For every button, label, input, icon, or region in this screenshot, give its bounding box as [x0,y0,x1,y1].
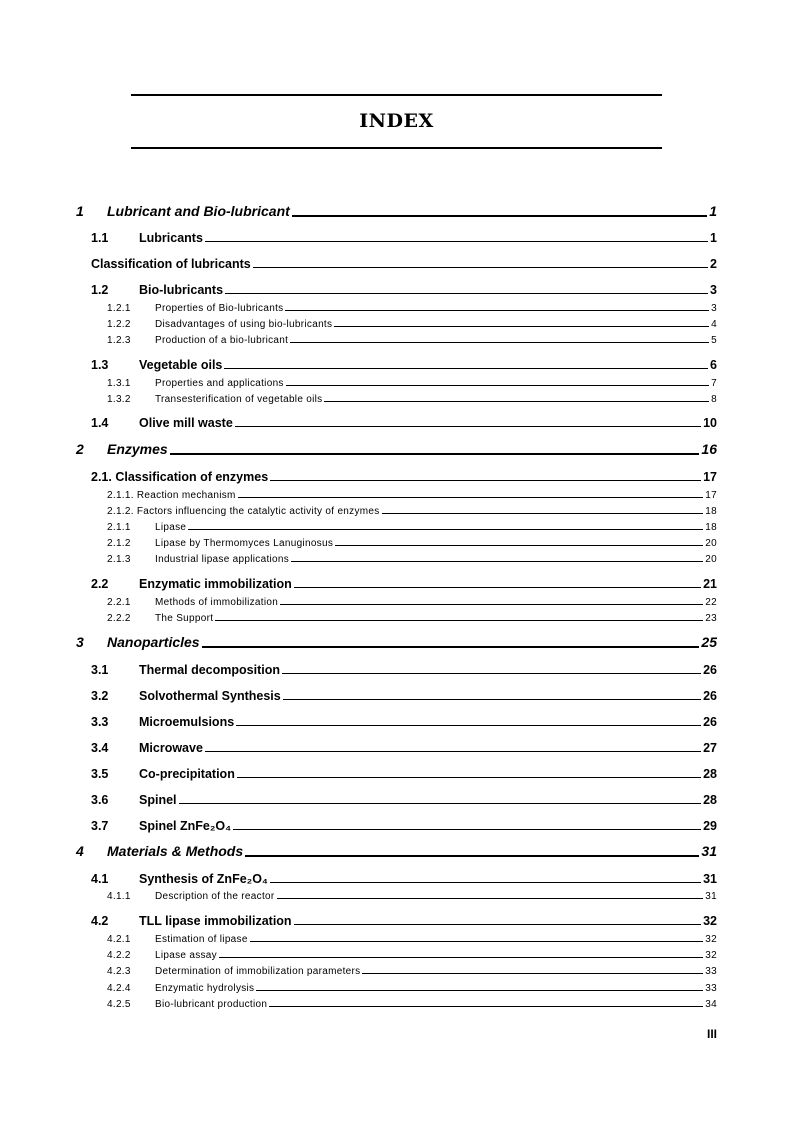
toc-entry-label: Properties of Bio-lubricants [155,303,284,314]
toc-entry-label: Estimation of lipase [155,934,248,945]
toc-entry-label: Description of the reactor [155,891,275,902]
toc-entry-page: 26 [703,663,717,677]
toc-leader-line [335,545,703,546]
toc-entry-page: 17 [705,490,717,501]
toc-entry-level-2[interactable] [91,281,717,297]
toc-leader-line [219,957,703,958]
toc-entry-number: 4.2 [91,914,109,928]
toc-leader-line [215,620,703,621]
toc-entry-page: 32 [705,950,717,961]
toc-entry-page: 17 [703,470,717,484]
toc-leader-line [245,855,699,857]
toc-leader-line [202,646,700,648]
toc-entry-label: Lubricants [139,231,203,245]
toc-leader-line [238,497,704,498]
toc-entry-page: 28 [703,793,717,807]
toc-leader-line [291,561,703,562]
toc-entry-label: Disadvantages of using bio-lubricants [155,319,333,330]
toc-entry-label: Determination of immobilization parameters [155,966,361,977]
toc-entry-label: Vegetable oils [139,358,223,372]
bottom-rule [131,147,662,149]
toc-leader-line [382,513,704,514]
toc-entry-page: 1 [710,231,717,245]
toc-entry-label: 2.1.2. Factors influencing the catalytic activity of enzymes [107,506,380,517]
toc-entry-number: 4 [76,843,84,859]
toc-leader-line [269,1006,703,1007]
toc-entry-label: Transesterification of vegetable oils [155,394,323,405]
toc-entry-label: Bio-lubricant production [155,999,268,1010]
toc-leader-line [205,751,701,752]
toc-entry-level-3[interactable] [107,997,717,1010]
toc-entry-page: 8 [711,394,717,405]
toc-entry-page: 31 [701,843,717,859]
toc-entry-level-3[interactable] [107,889,717,902]
top-rule [131,94,662,96]
toc-entry-label: Properties and applications [155,378,284,389]
toc-entry-label: Lipase assay [155,950,217,961]
toc-entry-number: 4.1 [91,872,109,886]
toc-entry-label: Microwave [139,741,203,755]
toc-entry-page: 33 [705,983,717,994]
toc-leader-line [286,385,709,386]
toc-entry-number: 2.1.3 [107,554,131,565]
toc-entry-number: 4.2.2 [107,950,131,961]
toc-leader-line [270,882,701,883]
toc-entry-level-3[interactable] [107,981,717,994]
toc-entry-number: 1.2 [91,283,109,297]
toc-leader-line [188,529,703,530]
toc-entry-level-3[interactable] [107,520,717,533]
toc-entry-number: 1.2.2 [107,319,131,330]
toc-entry-page: 16 [701,441,717,457]
toc-entry-page: 25 [701,634,717,650]
toc-leader-line [205,241,708,242]
toc-entry-level-2[interactable] [91,356,717,372]
toc-entry-label: The Support [155,613,214,624]
toc-entry-page: 29 [703,819,717,833]
toc-entry-number: 2.2.1 [107,597,131,608]
toc-entry-level-3[interactable] [107,552,717,565]
toc-entry-number: 1.3.1 [107,378,131,389]
toc-entry-level-2[interactable] [91,765,717,781]
page-number: III [706,1027,717,1041]
toc-entry-number: 4.2.4 [107,983,131,994]
toc-entry-label: TLL lipase immobilization [139,914,292,928]
toc-entry-number: 2.2 [91,577,109,591]
toc-entry-page: 18 [705,506,717,517]
toc-entry-number: 1.2.1 [107,303,131,314]
toc-entry-number: 1.3 [91,358,109,372]
toc-entry-page: 6 [710,358,717,372]
toc-entry-level-2[interactable] [91,912,717,928]
toc-leader-line [256,990,703,991]
toc-entry-page: 33 [705,966,717,977]
toc-entry-level-2[interactable] [91,661,717,677]
toc-entry-label: Nanoparticles [107,634,200,650]
toc-entry-page: 7 [711,378,717,389]
toc-entry-label: Industrial lipase applications [155,554,290,565]
toc-entry-number: 4.2.3 [107,966,131,977]
toc-leader-line [179,803,702,804]
toc-leader-line [283,699,701,700]
toc-entry-number: 3.3 [91,715,109,729]
toc-entry-label: Thermal decomposition [139,663,280,677]
toc-entry-level-3[interactable] [107,392,717,405]
toc-entry-label: Co-precipitation [139,767,235,781]
toc-entry-number: 1.3.2 [107,394,131,405]
toc-entry-page: 26 [703,715,717,729]
toc-entry-level-3[interactable] [107,376,717,389]
toc-entry-level-2[interactable] [91,713,717,729]
toc-entry-level-3[interactable] [107,964,717,977]
toc-entry-number: 3 [76,634,84,650]
toc-entry-page: 1 [709,203,717,219]
toc-entry-level-2[interactable] [91,575,717,591]
toc-entry-number: 2.1.1 [107,522,131,533]
toc-entry-page: 20 [705,554,717,565]
toc-entry-level-3[interactable] [107,536,717,549]
toc-entry-level-3[interactable] [107,333,717,346]
toc-entry-number: 3.7 [91,819,109,833]
toc-leader-line [285,310,709,311]
toc-entry-level-1[interactable] [76,439,717,457]
toc-leader-line [253,267,708,268]
toc-entry-number: 3.1 [91,663,109,677]
toc-entry-label: 2.1.1. Reaction mechanism [107,490,236,501]
toc-entry-label: Solvothermal Synthesis [139,689,281,703]
toc-entry-number: 2 [76,441,84,457]
toc-leader-line [294,587,701,588]
toc-entry-label: Enzymatic hydrolysis [155,983,255,994]
toc-leader-line [236,725,701,726]
toc-entry-number: 1.2.3 [107,335,131,346]
toc-leader-line [170,453,700,455]
toc-entry-level-2[interactable] [91,817,717,833]
toc-entry-number: 3.6 [91,793,109,807]
toc-entry-label: 2.1. Classification of enzymes [91,470,269,484]
toc-entry-page: 2 [710,257,717,271]
toc-entry-number: 3.2 [91,689,109,703]
toc-entry-page: 26 [703,689,717,703]
toc-leader-line [277,898,704,899]
toc-entry-page: 4 [711,319,717,330]
toc-leader-line [225,293,708,294]
toc-entry-page: 3 [711,303,717,314]
toc-entry-page: 27 [703,741,717,755]
toc-entry-level-3[interactable] [107,504,717,517]
toc-entry-label: Bio-lubricants [139,283,224,297]
toc-leader-line [250,941,704,942]
toc-entry-label: Spinel [139,793,177,807]
toc-entry-number: 3.4 [91,741,109,755]
toc-entry-page: 22 [705,597,717,608]
toc-entry-label: Production of a bio-lubricant [155,335,289,346]
toc-leader-line [362,973,703,974]
toc-leader-line [292,215,707,217]
toc-entry-label: Enzymes [107,441,168,457]
toc-entry-label: Enzymatic immobilization [139,577,292,591]
toc-entry-page: 10 [703,416,717,430]
toc-leader-line [233,829,701,830]
toc-entry-number: 3.5 [91,767,109,781]
toc-entry-page: 34 [705,999,717,1010]
toc-entry-number: 2.1.2 [107,538,131,549]
toc-entry-level-2[interactable] [91,870,717,886]
toc-entry-number: 1.1 [91,231,109,245]
toc-entry-label: Lipase [155,522,187,533]
toc-entry-level-2[interactable] [91,229,717,245]
toc-leader-line [237,777,701,778]
toc-entry-level-1[interactable] [76,201,717,219]
toc-entry-label: Microemulsions [139,715,235,729]
toc-entry-label: Lubricant and Bio-lubricant [107,203,290,219]
toc-entry-number: 4.2.5 [107,999,131,1010]
toc-leader-line [280,604,703,605]
toc-entry-label: Classification of lubricants [91,257,251,271]
toc-leader-line [224,368,708,369]
toc-entry-number: 4.1.1 [107,891,131,902]
toc-entry-level-2[interactable] [91,414,717,430]
toc-entry-level-1[interactable] [76,632,717,650]
toc-entry-level-1[interactable] [76,841,717,859]
toc-entry-page: 18 [705,522,717,533]
toc-entry-level-3[interactable] [107,932,717,945]
toc-entry-level-3[interactable] [107,317,717,330]
toc-entry-level-2[interactable] [91,468,717,484]
toc-entry-page: 31 [705,891,717,902]
toc-entry-level-3[interactable] [107,611,717,624]
toc-entry-page: 32 [703,914,717,928]
toc-entry-page: 20 [705,538,717,549]
toc-leader-line [270,480,701,481]
toc-leader-line [282,673,701,674]
toc-entry-page: 23 [705,613,717,624]
toc-entry-level-2[interactable] [91,255,717,271]
toc-leader-line [235,426,701,427]
toc-entry-level-3[interactable] [107,301,717,314]
toc-entry-page: 5 [711,335,717,346]
toc-entry-level-2[interactable] [91,739,717,755]
toc-entry-label: Synthesis of ZnFe₂O₄ [139,872,268,886]
toc-entry-page: 28 [703,767,717,781]
toc-entry-level-3[interactable] [107,595,717,608]
toc-leader-line [334,326,709,327]
toc-entry-page: 32 [705,934,717,945]
toc-entry-label: Spinel ZnFe₂O₄ [139,819,232,833]
toc-leader-line [290,342,709,343]
toc-entry-level-3[interactable] [107,948,717,961]
toc-entry-number: 1 [76,203,84,219]
toc-entry-page: 31 [703,872,717,886]
toc-entry-label: Materials & Methods [107,843,244,859]
toc-entry-number: 4.2.1 [107,934,131,945]
toc-entry-level-2[interactable] [91,687,717,703]
toc-leader-line [294,924,702,925]
page-title: INDEX [359,110,434,132]
toc-entry-level-3[interactable] [107,488,717,501]
toc-entry-number: 2.2.2 [107,613,131,624]
toc-entry-label: Olive mill waste [139,416,233,430]
toc-entry-level-2[interactable] [91,791,717,807]
toc-leader-line [324,401,709,402]
toc-entry-page: 3 [710,283,717,297]
toc-entry-label: Lipase by Thermomyces Lanuginosus [155,538,334,549]
toc-entry-label: Methods of immobilization [155,597,279,608]
toc-entry-number: 1.4 [91,416,109,430]
toc-entry-page: 21 [703,577,717,591]
